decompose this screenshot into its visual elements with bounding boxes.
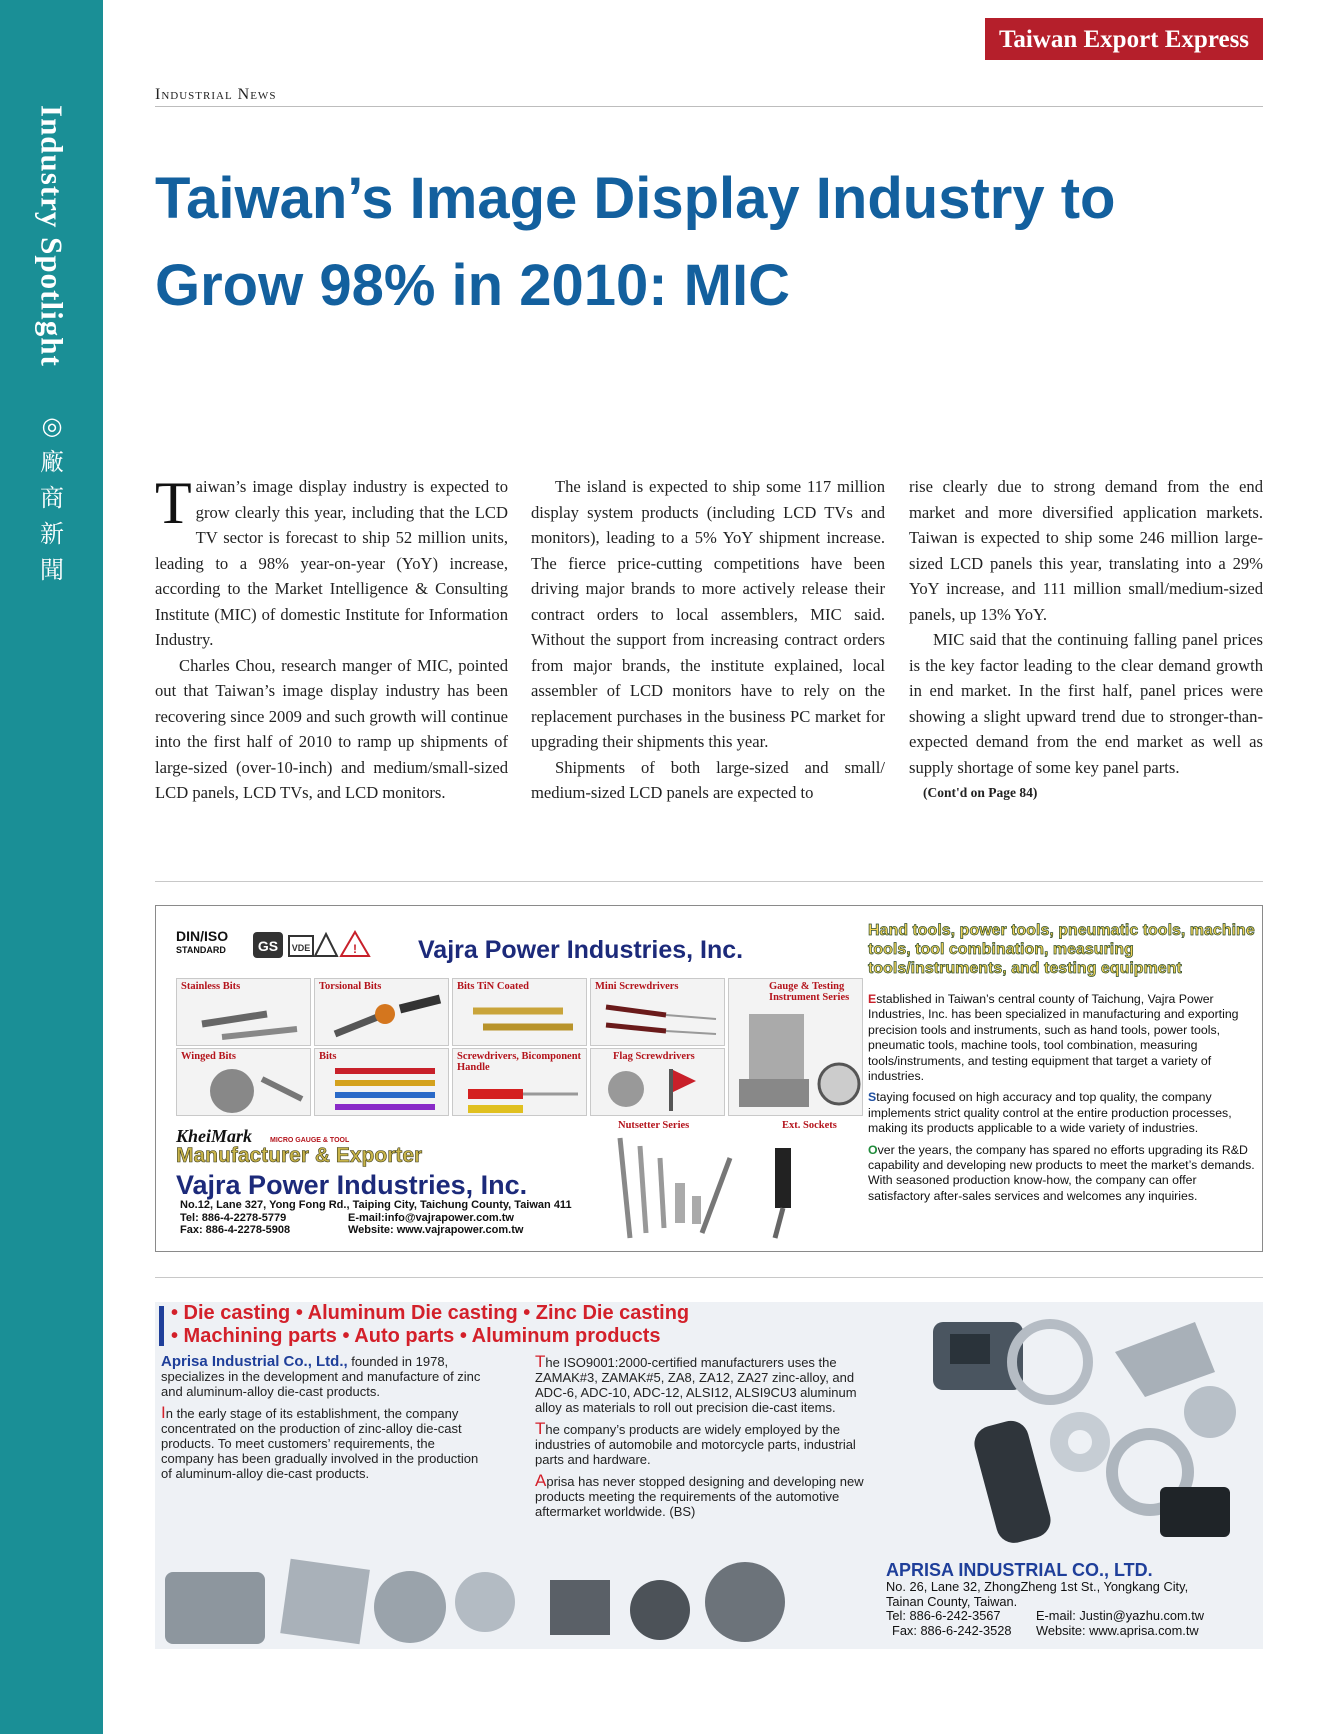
article-paragraph: rise clearly due to strong demand from the end market and more diversified application markets. Taiwan is expected to ship some 246 million large-sized LCD panels this year, translating into a 29% YoY increase, and 111 million small/medium-sized panels, up 13% YoY. (909, 477, 1263, 624)
publication-badge: Taiwan Export Express (985, 18, 1263, 60)
vajra-name: Vajra Power Industries, Inc. (176, 1170, 528, 1200)
vajra-paragraph (868, 1090, 1256, 1136)
article-headline: Taiwan’s Image Display Industry to Grow 98% in 2010: MIC (155, 166, 1116, 318)
product-tile (590, 1048, 725, 1116)
torsional-bits-icon (315, 979, 450, 1047)
brand-sub: MICRO GAUGE & TOOL (270, 1137, 350, 1144)
product-tile (590, 1118, 862, 1250)
svg-text:GS: GS (257, 938, 279, 954)
stainless-bits-icon (177, 979, 312, 1047)
aprisa-fax: Fax: 886-6-242-3528 (892, 1622, 1012, 1638)
vajra-advertisement (155, 905, 1263, 1252)
paragraph-text: aiwan’s image display industry is expected to grow clearly this year, including that the LCD TV sector is forecast to ship 52 million units, leading to a 98% year-on-year (YoY) increase, according to the Market Intelligence & Consulting Institute (MIC) of domestic Institute for Information Industry. (155, 477, 508, 649)
continued-note: (Cont'd on Page 84) (923, 785, 1038, 800)
product-tile (176, 978, 311, 1046)
article-paragraph: MIC said that the continuing falling panel prices is the key factor leading to the clear demand growth in end market. In the first half, panel prices were showing a slight upward trend due to stronger-than-expected demand from the end market as well as supply shortage of some key panel parts. (909, 630, 1263, 777)
product-label: Mini Screwdrivers (595, 981, 679, 992)
product-tile (590, 978, 725, 1046)
din-iso-label: DIN/ISO (176, 928, 229, 944)
product-label: Torsional Bits (319, 981, 382, 992)
aprisa-advertisement (155, 1302, 1263, 1649)
product-label: Bits TiN Coated (457, 981, 529, 992)
accent-bar (159, 1306, 164, 1346)
paragraph-text: taying focused on high accuracy and top quality, the company implements strict quality control at the entire production processes, making its products applicable to a wide variety of industries. (868, 1090, 1232, 1136)
aprisa-address: Tainan County, Taiwan. (886, 1593, 1018, 1609)
product-label: Stainless Bits (181, 981, 241, 992)
section-label: Industrial News (155, 86, 277, 103)
standard-label: STANDARD (176, 945, 226, 955)
paragraph-text: he ISO9001:2000-certified manufacturers uses the ZAMAK#3, ZAMAK#5, ZA8, ZA12, ZA27 zinc-alloy, and ADC-6, ADC-10, ADC-12, ALSI12, ALSI9CU3 aluminum alloy as materials to roll out precision die-cast items. (535, 1355, 857, 1415)
initial: S (868, 1090, 877, 1105)
article-column-3 (909, 474, 1263, 806)
drop-cap: T (155, 470, 192, 536)
article-paragraph: The island is expected to ship some 117 million display system products (including LCD TVs and monitors), leading to a 5% YoY shipment increase. The fierce price-cutting competitions have been driving major brands to more actively release their contract orders to local assemblers, MIC said. Without the support from increasing contract orders from major brands, the institute explained, local assembler of LCD monitors have to rely on the replacement purchases in the business PC market for upgrading their shipments this year. (531, 477, 885, 751)
aprisa-name: APRISA INDUSTRIAL CO., LTD. (886, 1560, 1153, 1580)
sidebar-cjk-char: 商 (40, 484, 64, 512)
sidebar-cjk-char: 新 (40, 520, 64, 548)
aprisa-left-text (161, 1354, 491, 1487)
vajra-paragraph (868, 1143, 1256, 1205)
paragraph-text: he company’s products are widely employed by the industries of automobile and motorcycle parts, industrial parts and hardware. (535, 1422, 856, 1467)
product-label: Flag Screwdrivers (613, 1051, 695, 1062)
sidebar (0, 0, 103, 1734)
product-label: Gauge & Testing Instrument Series (769, 981, 850, 1003)
tin-coated-bits-icon (453, 979, 588, 1047)
winged-bits-icon (177, 1049, 312, 1117)
product-tile (314, 1048, 449, 1116)
vajra-email: E-mail:info@vajrapower.com.tw (348, 1211, 514, 1224)
initial: A (535, 1471, 547, 1490)
vajra-contact (180, 1199, 572, 1237)
aprisa-headline (171, 1302, 689, 1348)
manufacturer-exporter: Manufacturer & Exporter (176, 1144, 423, 1167)
paragraph-text: stablished in Taiwan’s central county of Taichung, Vajra Power Industries, Inc. has been specialized in manufacturing and exporting precision tools and instruments, such as hand tools, power tools, pneumatic tools, machine tools, tool combination, measuring tools/instruments, and testing equipment that target a variety of industries. (868, 992, 1239, 1084)
product-label: Nutsetter Series (618, 1120, 690, 1131)
vajra-address: No.12, Lane 327, Yong Fong Rd., Taiping City, Taichung County, Taiwan 411 (180, 1199, 572, 1211)
aprisa-address: No. 26, Lane 32, ZhongZheng 1st St., Yongkang City, (886, 1579, 1189, 1594)
vajra-paragraph (868, 992, 1256, 1084)
article-paragraph (155, 470, 508, 653)
product-label: Screwdrivers, Bicomponent Handle (457, 1051, 582, 1073)
vajra-tel: Tel: 886-4-2278-5779 (180, 1211, 287, 1224)
article-column-2 (531, 474, 885, 806)
initial: O (868, 1142, 878, 1157)
product-label: Winged Bits (181, 1051, 236, 1062)
initial: E (868, 992, 877, 1006)
company-name: Aprisa Industrial Co., Ltd., (161, 1353, 348, 1370)
vajra-title: Vajra Power Industries, Inc. (418, 936, 744, 964)
initial: I (161, 1403, 166, 1422)
aprisa-paragraph (535, 1473, 885, 1519)
sidebar-cjk (40, 408, 64, 588)
headline-line: • Die casting • Aluminum Die casting • Zinc Die casting (171, 1302, 690, 1324)
paragraph-text: founded in 1978, specializes in the development and manufacture of zinc and aluminum-alloy die-cast products. (161, 1354, 481, 1399)
product-label: Ext. Sockets (782, 1120, 837, 1131)
vajra-tagline: Hand tools, power tools, pneumatic tools, machine tools, tool combination, measuring tools/instruments, and testing equipment (868, 922, 1255, 977)
nutsetter-sockets-icon (590, 1118, 862, 1250)
brand-name: KheiMark (176, 1126, 253, 1146)
paragraph-text: n the early stage of its establishment, the company concentrated on the production of zinc-alloy die-cast products. To meet customers’ requirements, the company has been gradually involved in the production of aluminum-alloy die-cast products. (161, 1406, 479, 1481)
product-tile (452, 1048, 587, 1116)
article-divider (155, 881, 1263, 882)
article-paragraph: Charles Chou, research manger of MIC, pointed out that Taiwan’s image display industry has been recovering since 2009 and such growth will continue into the first half of 2010 to ramp up shipments of large-sized (over-10-inch) and medium/small-sized LCD panels, LCD TVs, and LCD monitors. (155, 655, 508, 802)
mini-screwdrivers-icon (591, 979, 726, 1047)
headline-line: • Machining parts • Auto parts • Aluminum products (171, 1325, 661, 1347)
gauge-instrument-icon (729, 979, 864, 1117)
flag-screwdrivers-icon (591, 1049, 726, 1117)
initial: T (535, 1419, 546, 1438)
paragraph-text: ver the years, the company has spared no efforts upgrading its R&D capability and developing new products to meet the market’s demands. With seasoned production know-how, the company can offer satisfactory after-sales services and welcomes any inquiries. (868, 1142, 1255, 1203)
svg-text:VDE: VDE (291, 943, 311, 953)
aprisa-email: E-mail: Justin@yazhu.com.tw (1036, 1608, 1205, 1623)
paragraph-text: prisa has never stopped designing and developing new products meeting the requirements of the automotive aftermarket worldwide. (BS) (535, 1474, 864, 1519)
aprisa-paragraph (161, 1354, 491, 1399)
vajra-website: Website: www.vajrapower.com.tw (348, 1224, 524, 1236)
aprisa-contact (886, 1560, 1262, 1638)
article-column-1 (155, 470, 508, 806)
vajra-body (868, 992, 1256, 1210)
product-tile (314, 978, 449, 1046)
svg-text:!: ! (353, 942, 357, 956)
screwdrivers-icon (453, 1049, 588, 1117)
aprisa-paragraph (535, 1354, 885, 1415)
product-tile (728, 978, 863, 1116)
ad-divider (155, 1277, 1263, 1278)
product-tile (176, 1048, 311, 1116)
article-paragraph: Shipments of both large-sized and small/ medium-sized LCD panels are expected to (531, 757, 885, 802)
aprisa-paragraph (535, 1421, 885, 1467)
initial: T (535, 1352, 546, 1371)
certification-logos (176, 930, 396, 962)
aprisa-mid-text (535, 1354, 885, 1525)
aprisa-paragraph (161, 1405, 491, 1481)
product-label: Bits (319, 1051, 337, 1062)
sidebar-cjk-char: 聞 (40, 556, 64, 584)
vajra-fax: Fax: 886-4-2278-5908 (180, 1224, 291, 1236)
sidebar-symbol: ◎ (41, 412, 63, 440)
product-tile (452, 978, 587, 1046)
aprisa-tel: Tel: 886-6-242-3567 (886, 1608, 1001, 1623)
aprisa-website: Website: www.aprisa.com.tw (1036, 1622, 1199, 1638)
sidebar-cjk-char: 廠 (40, 448, 64, 476)
sidebar-title: Industry Spotlight (34, 105, 70, 367)
bits-icon (315, 1049, 450, 1117)
section-divider (155, 106, 1263, 107)
certification-marks-icon (251, 930, 371, 960)
